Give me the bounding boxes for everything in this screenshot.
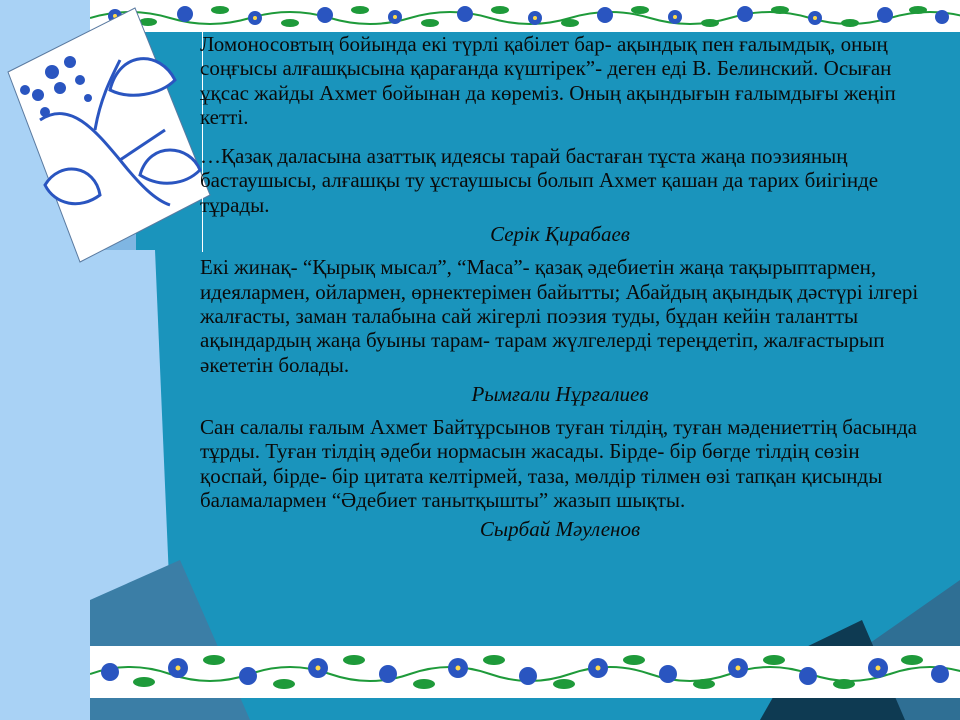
author-nurgaliev: Рымғали Нұрғалиев bbox=[471, 381, 649, 406]
top-flower-border bbox=[90, 0, 960, 32]
author-maulenov: Сырбай Мәуленов bbox=[479, 517, 641, 542]
paragraph-two-collections: Екі жинақ- “Қырық мысал”, “Маса”- қазақ әдебиетін жаңа тақырыптармен, идеялармен, ойлармен, өрнектерімен байытты; Абайдың ақындық дәстүрі ілгері жалғасты, заман талабына сай жігерлі поэзия туды, бұдан кейін талантты ақындардың жаңа буыны тарам- тарам жүлгелерді тереңдетіп, жалғастырып әкететін болады. bbox=[200, 255, 919, 377]
bottom-flower-border bbox=[90, 646, 960, 698]
paragraph-lomonosov: Ломоносовтың бойында екі түрлі қабілет бар- ақындық пен ғалымдық, оның соңғысы алғашқысына қарағанда күштірек”- деген еді В. Белинский. Осыған ұқсас жайды Ахмет бойынан да көреміз. Оның ақындығын ғалымдығы жеңіп кетті. bbox=[200, 32, 896, 129]
paragraph-scholar-baitursynov: Сан салалы ғалым Ахмет Байтұрсынов туған тілдің, туған мәдениеттің басында тұрды. Туған тілдің әдеби нормасын жасады. Бірде- бір бөгде тілдің сөзін қоспай, бірде- бір цитата келтірмей, таза, мөлдір тілмен өзі тапқан қисынды баламалармен “Әдебиет танытқышты” жазып шықты. bbox=[200, 415, 917, 513]
author-kirabaev: Серік Қирабаев bbox=[490, 222, 630, 247]
blue-flower-ornament-card bbox=[0, 0, 215, 270]
slide-text-body bbox=[200, 32, 920, 551]
paragraph-kazakh-steppe: …Қазақ даласына азаттық идеясы тарай бастаған тұста жаңа поэзияның бастаушысы, алғашқы ту ұстаушысы болып Ахмет қашан да тарих биігінде тұрады. bbox=[200, 144, 879, 217]
